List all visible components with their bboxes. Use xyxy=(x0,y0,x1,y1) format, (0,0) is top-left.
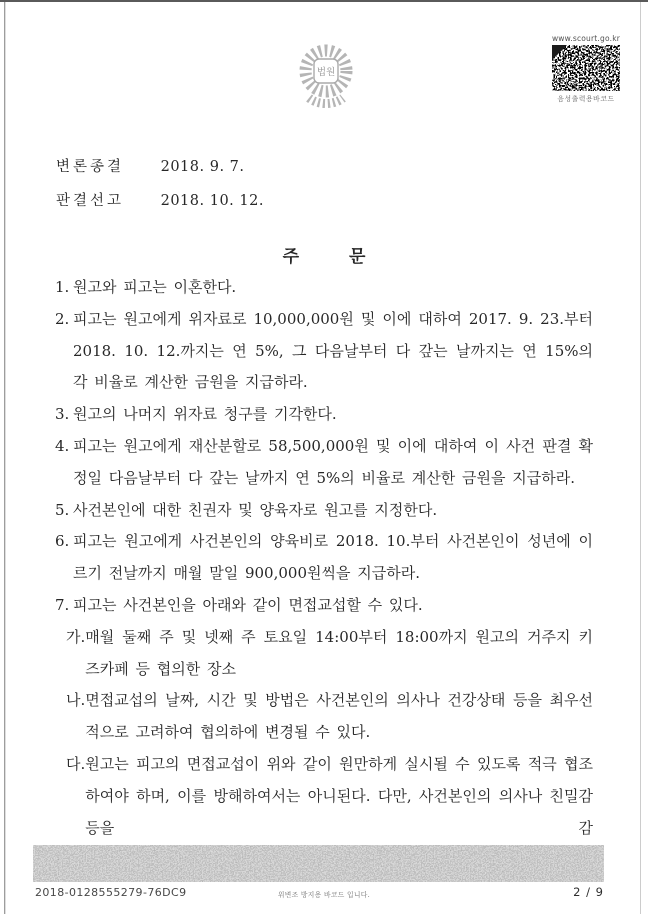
meta-label: 판결선고 xyxy=(56,193,125,209)
item-text: 피고는 원고에게 위자료로 10,000,000원 및 이에 대하여 2017. 9. 23.부터 2018. 10. 12.까지는 연 5%, 그 다음날부터 다 갚는 날까지는 연 15%의 각 비율로 계산한 금원을 지급하라. xyxy=(73,309,593,392)
order-item xyxy=(55,685,593,749)
emblem-label: 법원 xyxy=(316,67,336,78)
item-number: 가. xyxy=(66,627,86,646)
order-item xyxy=(55,622,593,686)
anti-forgery-barcode xyxy=(33,845,604,882)
scan-edge-top xyxy=(0,0,648,2)
item-text: 피고는 원고에게 재산분할로 58,500,000원 및 이에 대하여 이 사건 판결 확정일 다음날부터 다 갚는 날까지 연 5%의 비율로 계산한 금원을 지급하라. xyxy=(73,436,593,487)
item-text: 원고는 피고의 면접교섭이 위와 같이 원만하게 실시될 수 있도록 적극 협조하여야 하며, 이를 방해하여서는 아니된다. 다만, 사건본인의 의사나 친밀감 등을 감 xyxy=(85,754,593,837)
court-site-url: www.scourt.go.kr xyxy=(551,34,621,43)
item-number: 7. xyxy=(55,595,70,614)
document-id: 2018-0128555279-76DC9 xyxy=(35,886,187,899)
section-heading xyxy=(0,242,648,267)
meta-label: 변론종결 xyxy=(56,159,125,175)
heading-char-left: 주 xyxy=(282,247,299,267)
order-item xyxy=(55,304,593,399)
meta-row-closing xyxy=(56,150,264,184)
item-text: 피고는 사건본인을 아래와 같이 면접교섭할 수 있다. xyxy=(73,595,423,614)
order-item xyxy=(55,431,593,495)
order-item xyxy=(55,590,593,622)
item-text: 피고는 원고에게 사건본인의 양육비로 2018. 10.부터 사건본인이 성년에 이르기 전날까지 매월 말일 900,000원씩을 지급하라. xyxy=(73,532,593,583)
item-number: 4. xyxy=(55,436,70,455)
item-text: 사건본인에 대한 친권자 및 양육자로 원고를 지정한다. xyxy=(73,500,438,519)
court-emblem-icon xyxy=(297,42,355,114)
item-text: 매월 둘째 주 및 넷째 주 토요일 14:00부터 18:00까지 원고의 거주지 키즈카페 등 협의한 장소 xyxy=(85,627,593,678)
item-number: 5. xyxy=(55,500,70,519)
item-text: 면접교섭의 날짜, 시간 및 방법은 사건본인의 의사나 건강상태 등을 최우선적으로 고려하여 협의하에 변경될 수 있다. xyxy=(85,691,593,742)
item-text: 원고와 피고는 이혼한다. xyxy=(73,278,237,296)
page-indicator: 2 / 9 xyxy=(573,885,604,899)
item-number: 3. xyxy=(55,405,70,424)
verification-block xyxy=(549,34,623,103)
order-item xyxy=(55,749,593,844)
meta-value: 2018. 10. 12. xyxy=(160,193,264,209)
order-item xyxy=(55,526,593,590)
order-item xyxy=(55,495,593,527)
item-text: 원고의 나머지 위자료 청구를 기각한다. xyxy=(73,405,337,424)
footer xyxy=(0,885,648,901)
qr-caption: 음성출력용바코드 xyxy=(557,95,615,103)
scan-edge-right xyxy=(640,2,641,914)
order-item xyxy=(55,272,593,304)
item-number: 나. xyxy=(66,691,86,710)
item-number: 1. xyxy=(55,278,70,296)
item-number: 2. xyxy=(55,309,70,328)
heading-char-right: 문 xyxy=(349,247,366,267)
barcode-note: 위변조 방지용 바코드 입니다. xyxy=(277,891,371,899)
qr-code xyxy=(552,45,620,91)
order-list xyxy=(55,272,593,844)
meta-row-sentencing xyxy=(56,184,264,218)
order-item xyxy=(55,399,593,431)
scan-edge-left-soft xyxy=(5,2,6,914)
case-meta xyxy=(56,150,264,218)
item-number: 6. xyxy=(55,532,70,551)
item-number: 다. xyxy=(66,754,86,773)
meta-value: 2018. 9. 7. xyxy=(160,159,245,175)
